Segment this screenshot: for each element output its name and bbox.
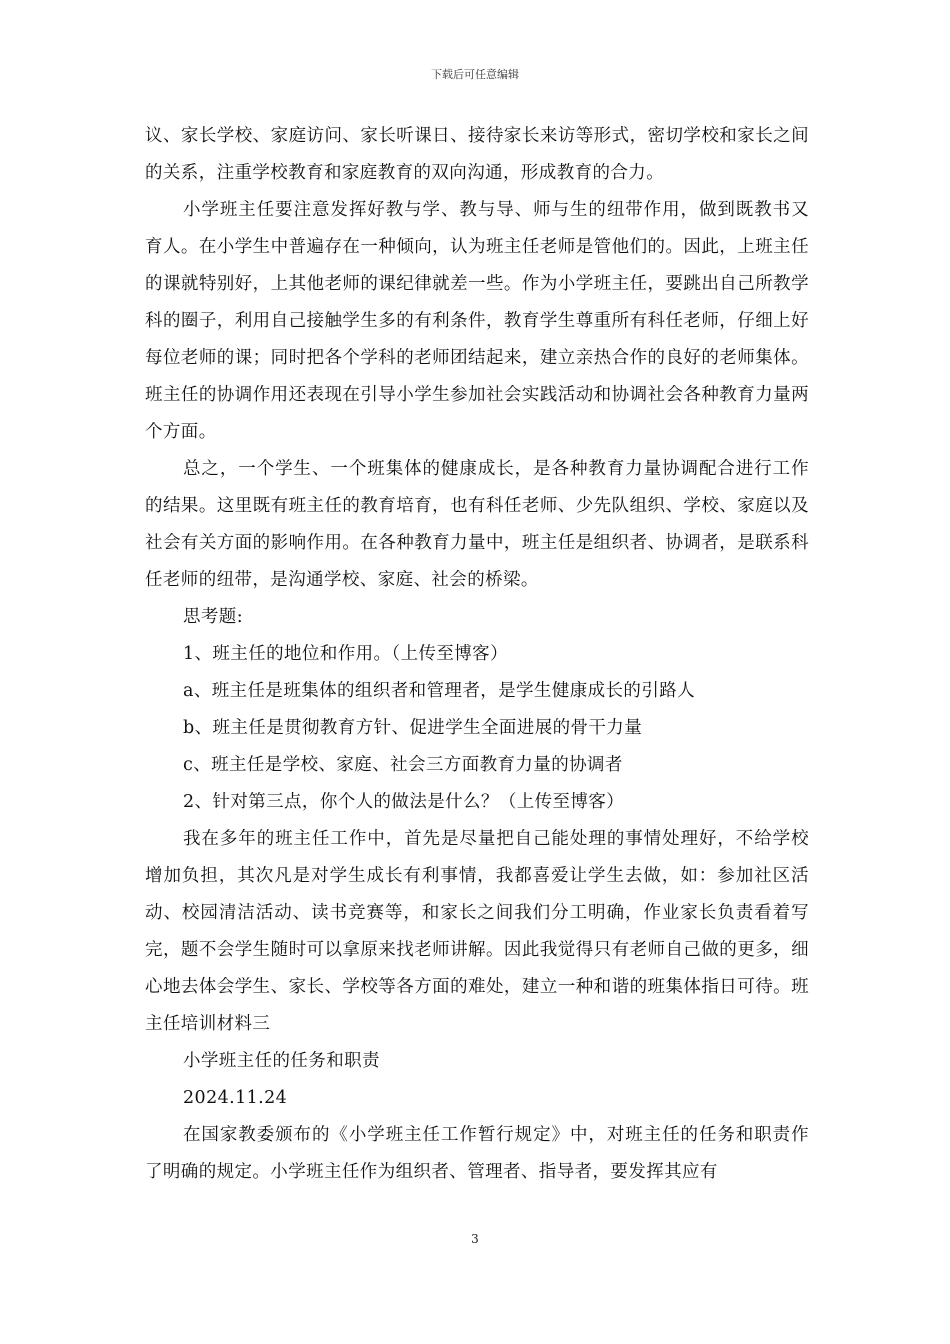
answer-item: c、班主任是学校、家庭、社会三方面教育力量的协调者 xyxy=(183,755,623,775)
question-item: 2、针对第三点，你个人的做法是什么？（上传至博客） xyxy=(183,792,625,812)
page-number: 3 xyxy=(471,1232,479,1246)
paragraph: 小学班主任要注意发挥好教与学、教与导、师与生的纽带作用，做到既教书又育人。在小学生中普遍存在一种倾向，认为班主任老师是管他们的。因此，上班主任的课就特别好，上其他老师的课纪律就差一些。作为小学班主任，要跳出自己所教学科的圈子，利用自己接触学生多的有利条件，教育学生尊重所有科任老师，仔细上好每位老师的课；同时把各个学科的老师团结起来，建立亲热合作的良好的老师集体。班主任的协调作用还表现在引导小学生参加社会实践活动和协调社会各种教育力量两个方面。 xyxy=(145,200,809,442)
section-date: 2024.11.24 xyxy=(183,1088,288,1108)
page-header: 下载后可任意编辑 xyxy=(431,68,519,81)
question-heading: 思考题: xyxy=(183,607,243,627)
question-item: 1、班主任的地位和作用。（上传至博客） xyxy=(183,644,508,664)
answer-item: a、班主任是班集体的组织者和管理者，是学生健康成长的引路人 xyxy=(183,681,696,701)
paragraph: 在国家教委颁布的《小学班主任工作暂行规定》中，对班主任的任务和职责作了明确的规定。小学班主任作为组织者、管理者、指导者，要发挥其应有 xyxy=(145,1125,809,1182)
document-body xyxy=(145,118,809,1191)
paragraph: 总之，一个学生、一个班集体的健康成长，是各种教育力量协调配合进行工作的结果。这里既有班主任的教育培育，也有科任老师、少先队组织、学校、家庭以及社会有关方面的影响作用。在各种教育力量中，班主任是组织者、协调者，是联系科任老师的纽带，是沟通学校、家庭、社会的桥梁。 xyxy=(145,459,809,590)
paragraph: 议、家长学校、家庭访问、家长听课日、接待家长来访等形式，密切学校和家长之间的关系，注重学校教育和家庭教育的双向沟通，形成教育的合力。 xyxy=(145,126,809,183)
paragraph: 我在多年的班主任工作中，首先是尽量把自己能处理的事情处理好，不给学校增加负担，其次凡是对学生成长有利事情，我都喜爱让学生去做，如：参加社区活动、校园清洁活动、读书竞赛等，和家长之间我们分工明确，作业家长负责看着写完，题不会学生随时可以拿原来找老师讲解。因此我觉得只有老师自己做的更多，细心地去体会学生、家长、学校等各方面的难处，建立一种和谐的班集体指日可待。班主任培训材料三 xyxy=(145,829,809,1034)
answer-item: b、班主任是贯彻教育方针、促进学生全面进展的骨干力量 xyxy=(183,718,643,738)
section-title: 小学班主任的任务和职责 xyxy=(183,1051,380,1071)
